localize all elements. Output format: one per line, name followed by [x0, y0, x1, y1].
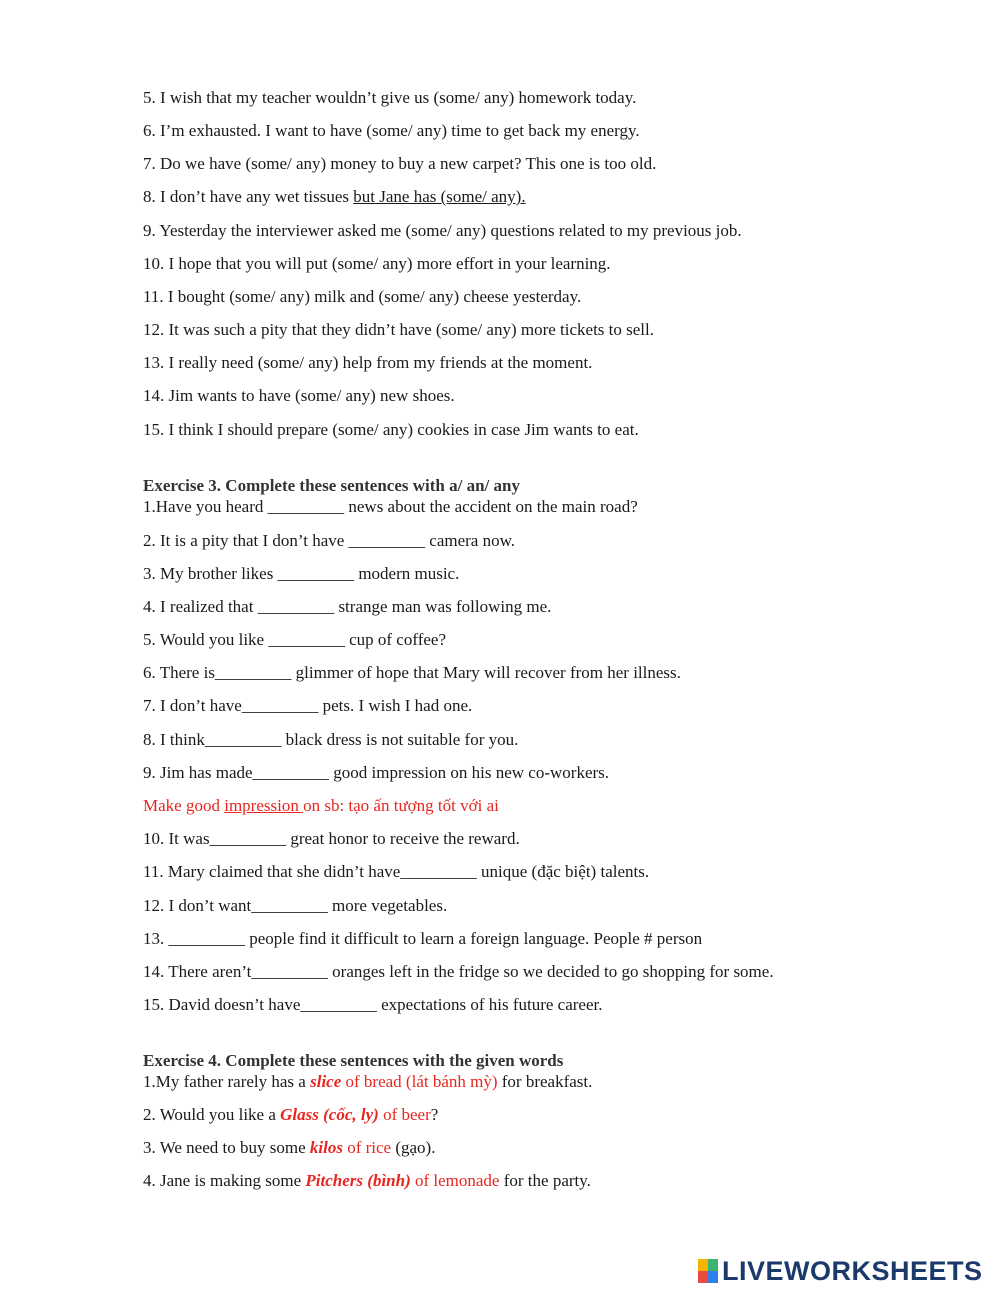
- ex2-item-9: 9. Yesterday the interviewer asked me (some/ any) questions related to my previous job.: [143, 221, 742, 240]
- ex2-item-10: 10. I hope that you will put (some/ any) more effort in your learning.: [143, 254, 611, 273]
- logo-square-4: [708, 1271, 718, 1283]
- ex4-item-4-unit: of lemonade: [410, 1171, 500, 1190]
- ex3-item-3: 3. My brother likes _________ modern music.: [143, 564, 460, 583]
- ex3-item-14: 14. There aren’t_________ oranges left in the fridge so we decided to go shopping for some.: [143, 962, 774, 981]
- ex3-note-underlined: impression: [224, 796, 304, 815]
- ex3-item-10: 10. It was_________ great honor to receive the reward.: [143, 829, 520, 848]
- ex4-item-2-end: ?: [430, 1105, 439, 1124]
- ex4-item-3: [143, 1138, 435, 1158]
- ex4-item-1-start: 1.My father rarely has a: [143, 1072, 311, 1091]
- ex2-item-6: 6. I’m exhausted. I want to have (some/ any) time to get back my energy.: [143, 121, 640, 140]
- ex3-item-12: 12. I don’t want_________ more vegetables.: [143, 896, 448, 915]
- ex3-item-15: 15. David doesn’t have_________ expectations of his future career.: [143, 995, 603, 1014]
- logo-icon: [698, 1259, 718, 1283]
- ex3-note: [143, 796, 499, 816]
- ex3-item-5: 5. Would you like _________ cup of coffee?: [143, 630, 446, 649]
- ex3-item-2: 2. It is a pity that I don’t have _________ camera now.: [143, 531, 516, 550]
- liveworksheets-logo[interactable]: [698, 1256, 983, 1286]
- exercise3-title: Exercise 3. Complete these sentences with a/ an/ any: [143, 476, 520, 495]
- ex2-item-8: [143, 187, 526, 207]
- ex3-item-9: 9. Jim has made_________ good impression on his new co-workers.: [143, 763, 610, 782]
- ex2-item-8-underlined: but Jane has (some/ any).: [353, 187, 526, 206]
- exercise4-title: Exercise 4. Complete these sentences with the given words: [143, 1051, 564, 1070]
- ex4-item-3-unit: of rice: [342, 1138, 392, 1157]
- ex4-item-1-answer: slice: [310, 1072, 342, 1091]
- ex2-item-15: 15. I think I should prepare (some/ any) cookies in case Jim wants to eat.: [143, 420, 639, 439]
- ex2-item-11: 11. I bought (some/ any) milk and (some/ any) cheese yesterday.: [143, 287, 582, 306]
- ex2-item-14: 14. Jim wants to have (some/ any) new shoes.: [143, 386, 455, 405]
- ex2-item-12: 12. It was such a pity that they didn’t have (some/ any) more tickets to sell.: [143, 320, 654, 339]
- ex2-item-5: 5. I wish that my teacher wouldn’t give us (some/ any) homework today.: [143, 88, 637, 107]
- ex4-item-2: [143, 1105, 438, 1125]
- logo-square-3: [698, 1271, 708, 1283]
- ex3-note-end: on sb: tạo ấn tượng tốt với ai: [303, 796, 499, 815]
- ex2-item-7: 7. Do we have (some/ any) money to buy a new carpet? This one is too old.: [143, 154, 657, 173]
- ex3-item-8: 8. I think_________ black dress is not suitable for you.: [143, 730, 519, 749]
- ex4-item-3-start: 3. We need to buy some: [143, 1138, 310, 1157]
- ex4-item-3-answer: kilos: [309, 1138, 343, 1157]
- ex3-item-11: 11. Mary claimed that she didn’t have_________ unique (đặc biệt) talents.: [143, 862, 650, 881]
- logo-text: LIVEWORKSHEETS: [722, 1256, 983, 1286]
- ex4-item-3-end: (gạo).: [391, 1138, 436, 1157]
- ex4-item-4-start: 4. Jane is making some: [143, 1171, 306, 1190]
- logo-square-1: [698, 1259, 708, 1271]
- ex4-item-1-end: for breakfast.: [497, 1072, 593, 1091]
- logo-square-2: [708, 1259, 718, 1271]
- ex2-item-8-text: 8. I don’t have any wet tissues: [143, 187, 354, 206]
- ex3-item-13: 13. _________ people find it difficult to learn a foreign language. People # person: [143, 929, 703, 948]
- ex4-item-1: [143, 1072, 592, 1092]
- ex2-item-13: 13. I really need (some/ any) help from my friends at the moment.: [143, 353, 593, 372]
- ex4-item-2-unit: of beer: [378, 1105, 431, 1124]
- ex4-item-4-answer: Pitchers (bình): [305, 1171, 411, 1190]
- ex4-item-2-start: 2. Would you like a: [143, 1105, 281, 1124]
- ex3-item-4: 4. I realized that _________ strange man was following me.: [143, 597, 552, 616]
- ex3-item-7: 7. I don’t have_________ pets. I wish I had one.: [143, 696, 473, 715]
- ex4-item-4: [143, 1171, 591, 1191]
- ex3-item-1: 1.Have you heard _________ news about the accident on the main road?: [143, 497, 638, 516]
- ex3-item-6: 6. There is_________ glimmer of hope that Mary will recover from her illness.: [143, 663, 681, 682]
- ex4-item-1-unit: of bread (lát bánh mỳ): [341, 1072, 498, 1091]
- ex4-item-2-answer: Glass (cốc, ly): [280, 1105, 379, 1124]
- ex3-note-start: Make good: [143, 796, 225, 815]
- ex4-item-4-end: for the party.: [499, 1171, 591, 1190]
